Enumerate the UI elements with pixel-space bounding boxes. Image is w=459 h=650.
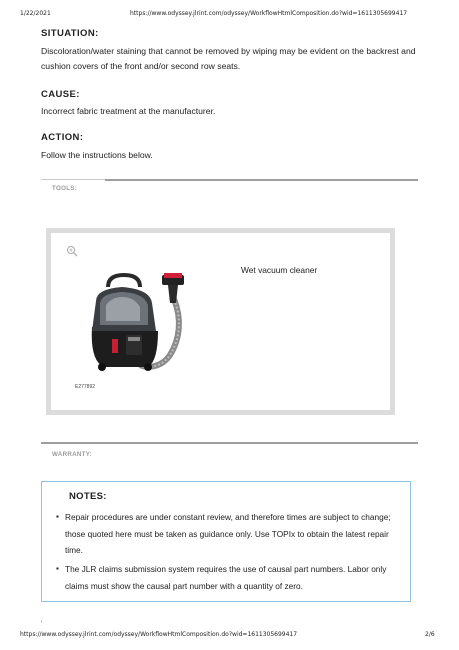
page-marker (41, 620, 42, 623)
situation-heading: SITUATION: (41, 28, 99, 39)
tools-divider (41, 179, 418, 180)
print-footer-url: https://www.odyssey.jlrint.com/odyssey/WorkflowHtmlComposition.do?wid=1611305699417 (20, 631, 298, 638)
note-item-claims-submission (56, 561, 401, 594)
cause-text: Incorrect fabric treatment at the manufacturer. (41, 106, 216, 116)
note-item-repair-procedures (56, 509, 401, 559)
note-text: The JLR claims submission system requires the use of causal part numbers. Labor only claims must show the causal part number with a quantity of zero. (65, 564, 387, 591)
cause-heading: CAUSE: (41, 89, 80, 100)
situation-text: Discoloration/water staining that cannot be removed by wiping may be evident on the backrest and cushion covers of the front and/or second row seats. (41, 46, 416, 71)
warranty-divider (41, 442, 418, 444)
warranty-label: WARRANTY: (52, 451, 93, 458)
tool-card (46, 228, 395, 415)
magnifier-zoom-icon[interactable] (66, 245, 78, 257)
tools-label: TOOLS: (52, 185, 78, 192)
action-text: Follow the instructions below. (41, 150, 153, 160)
notes-heading: NOTES: (69, 491, 107, 502)
wet-vacuum-cleaner-image (82, 269, 196, 375)
print-header-url: https://www.odyssey.jlrint.com/odyssey/WorkflowHtmlComposition.do?wid=1611305699417 (130, 10, 408, 17)
print-date: 1/22/2021 (20, 10, 51, 17)
note-text: Repair procedures are under constant review, and therefore times are subject to change; those quoted here must be taken as guidance only. Use TOPIx to obtain the latest repair time. (65, 512, 391, 555)
notes-box (41, 481, 411, 602)
page-number: 2/6 (425, 631, 435, 638)
figure-id: E277892 (75, 384, 96, 390)
tool-name: Wet vacuum cleaner (241, 265, 318, 275)
bullet-icon: ▪ (56, 512, 59, 521)
action-heading: ACTION: (41, 132, 84, 143)
bullet-icon: ▪ (56, 564, 59, 573)
